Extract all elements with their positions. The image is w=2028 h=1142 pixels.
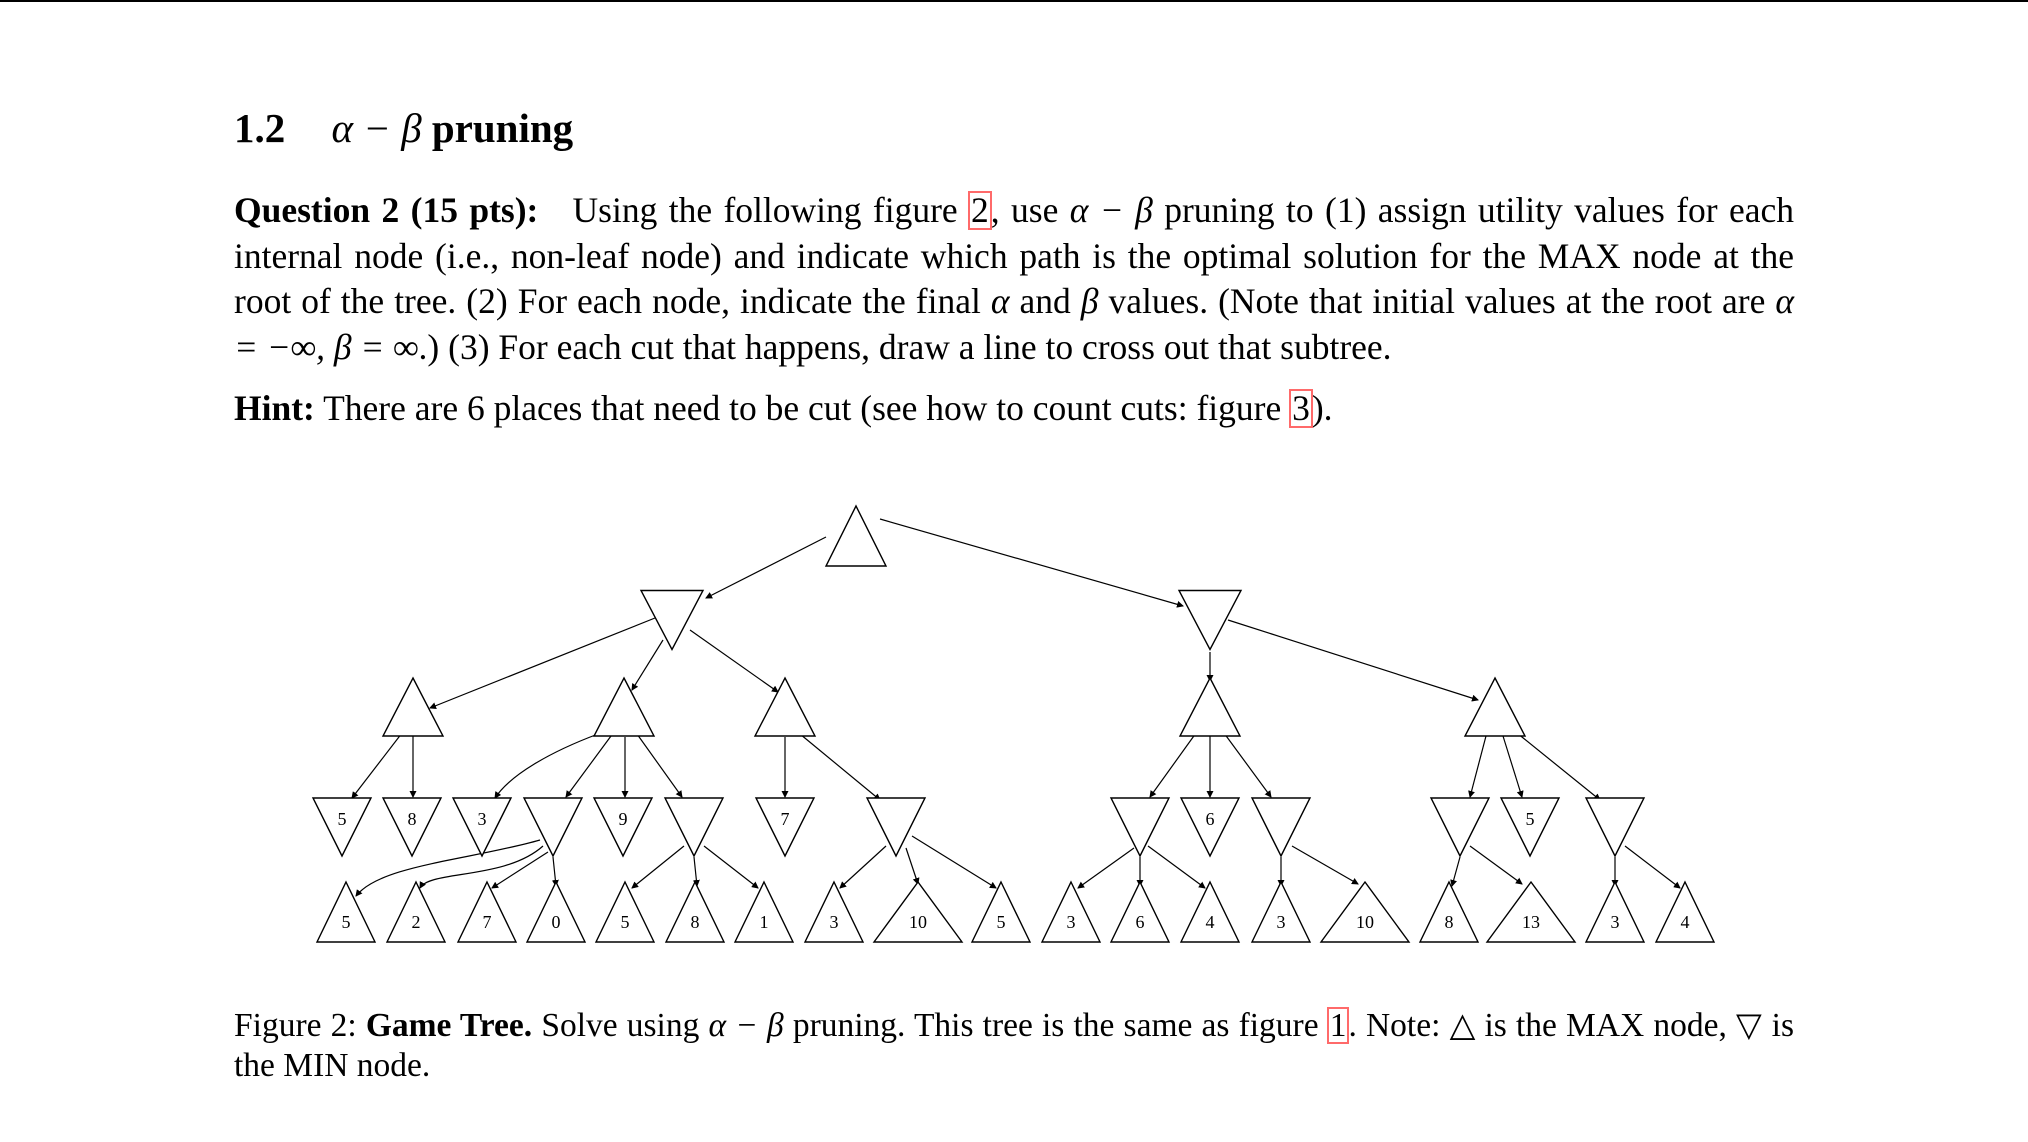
- tree-edge: [690, 630, 778, 692]
- hint-text-1: There are 6 places that need to be cut (see how to count cuts: figure: [314, 388, 1291, 428]
- caption-text-3: . Note:: [1348, 1007, 1450, 1044]
- node-value-label: 1: [759, 912, 769, 932]
- tree-edge: [632, 640, 663, 690]
- question-text-3: pruning to (1) assign utility values for each internal node (i.e., non-leaf node) and indicate which path is the optimal solution for the MAX node at the root of the tree. (2) For each node, indicate the final: [234, 190, 1794, 321]
- min-node-mX7: [1586, 798, 1644, 856]
- tree-edge: [912, 836, 996, 888]
- max-node-A3: [755, 678, 815, 736]
- node-value-label: 5: [341, 912, 351, 932]
- tree-edge: [1228, 620, 1478, 700]
- node-value-label: 4: [1680, 912, 1690, 932]
- min-node-mX6: [1431, 798, 1489, 856]
- caption-math-ab: α − β: [708, 1007, 784, 1044]
- node-value-label: 4: [1205, 912, 1215, 932]
- tree-edge: [1625, 846, 1680, 888]
- max-node-symbol: △: [1449, 1007, 1476, 1044]
- tree-edge: [1292, 846, 1358, 884]
- max-node-A2: [594, 678, 654, 736]
- tree-edge: [906, 848, 918, 884]
- node-value-label: 5: [996, 912, 1006, 932]
- node-value-label: 0: [551, 912, 561, 932]
- min-node-mX2: [665, 798, 723, 856]
- caption-prefix: Figure 2:: [234, 1007, 366, 1044]
- tree-edge: [1224, 733, 1271, 797]
- section-number: 1.2: [234, 105, 286, 151]
- figure-ref-link[interactable]: 1: [1329, 1007, 1347, 1044]
- min-node-mX5: [1252, 798, 1310, 856]
- min-node-mX1: [524, 798, 582, 856]
- question-math-ab: α − β: [1069, 190, 1153, 230]
- min-node-mX4: [1111, 798, 1169, 856]
- caption-title: Game Tree.: [365, 1007, 533, 1044]
- node-value-label: 3: [1276, 912, 1286, 932]
- section-title-word: pruning: [431, 105, 574, 151]
- figure-caption: [234, 1006, 1794, 1086]
- node-value-label: 13: [1522, 912, 1540, 932]
- tree-edge: [1078, 848, 1134, 888]
- tree-edge: [840, 846, 886, 888]
- caption-text-1: Solve using: [532, 1007, 709, 1044]
- question-text-2: , use: [990, 190, 1070, 230]
- node-value-label: 9: [618, 809, 628, 829]
- node-value-label: 6: [1205, 809, 1215, 829]
- caption-text-2: pruning. This tree is the same as figure: [783, 1007, 1328, 1044]
- node-value-label: 5: [337, 809, 347, 829]
- node-value-label: 8: [690, 912, 700, 932]
- node-value-label: 3: [829, 912, 839, 932]
- node-value-label: 3: [1066, 912, 1076, 932]
- figure-ref-link[interactable]: 2: [971, 190, 989, 230]
- node-value-label: 7: [482, 912, 492, 932]
- tree-edge: [1503, 736, 1522, 797]
- tree-edge: [356, 840, 540, 896]
- tree-edge: [352, 733, 402, 798]
- max-node-B1: [1180, 678, 1240, 736]
- tree-edge: [1452, 857, 1460, 886]
- section-title-math: α − β: [331, 105, 422, 151]
- tree-edge: [880, 519, 1183, 606]
- tree-edge: [632, 846, 684, 888]
- node-value-label: 3: [477, 809, 487, 829]
- tree-edge: [1148, 846, 1205, 888]
- caption-text-4: is the MAX node,: [1475, 1007, 1736, 1044]
- max-node-B2: [1465, 678, 1525, 736]
- tree-edge: [492, 852, 548, 888]
- node-value-label: 2: [411, 912, 421, 932]
- question-text-4: and: [1009, 281, 1081, 321]
- question-text-6: .) (3) For each cut that happens, draw a line to cross out that subtree.: [418, 326, 1392, 367]
- question-label: Question 2 (15 pts):: [234, 190, 539, 230]
- node-value-label: 5: [620, 912, 630, 932]
- caption-text-5: is the MIN node.: [234, 1007, 1795, 1084]
- tree-edge: [1517, 733, 1600, 800]
- tree-edge: [637, 734, 682, 797]
- node-value-label: 3: [1610, 912, 1620, 932]
- tree-edge: [1470, 846, 1522, 884]
- question-beta: β: [1080, 281, 1099, 321]
- tree-edge: [706, 537, 826, 598]
- tree-nodes: [313, 506, 1714, 942]
- min-node-mX3: [867, 798, 925, 856]
- node-value-label: 7: [780, 809, 790, 829]
- node-value-label: 10: [1356, 912, 1374, 932]
- min-node-symbol: ▽: [1735, 1007, 1763, 1044]
- tree-edge: [704, 846, 758, 888]
- tree-edge: [566, 736, 611, 797]
- node-value-label: 6: [1135, 912, 1145, 932]
- tree-edge: [495, 734, 598, 798]
- node-value-label: 10: [909, 912, 927, 932]
- node-value-label: 8: [1444, 912, 1454, 932]
- min-node-B: [1179, 591, 1241, 650]
- hint-label: Hint:: [234, 388, 315, 428]
- tree-edge: [800, 734, 880, 800]
- tree-edge: [1150, 733, 1196, 797]
- node-value-label: 8: [407, 809, 417, 829]
- node-value-label: 5: [1525, 809, 1535, 829]
- question-text-1: Using the following figure: [572, 190, 970, 230]
- question-math-init: α = −∞, β = ∞: [234, 281, 1794, 367]
- figure-ref-link[interactable]: 3: [1292, 388, 1310, 428]
- question-text-5: values. (Note that initial values at the root are: [1098, 281, 1776, 321]
- max-node-root: [826, 506, 886, 566]
- hint-text-2: ).: [1311, 388, 1333, 428]
- question-alpha: α: [990, 281, 1010, 321]
- tree-edge: [1470, 736, 1486, 797]
